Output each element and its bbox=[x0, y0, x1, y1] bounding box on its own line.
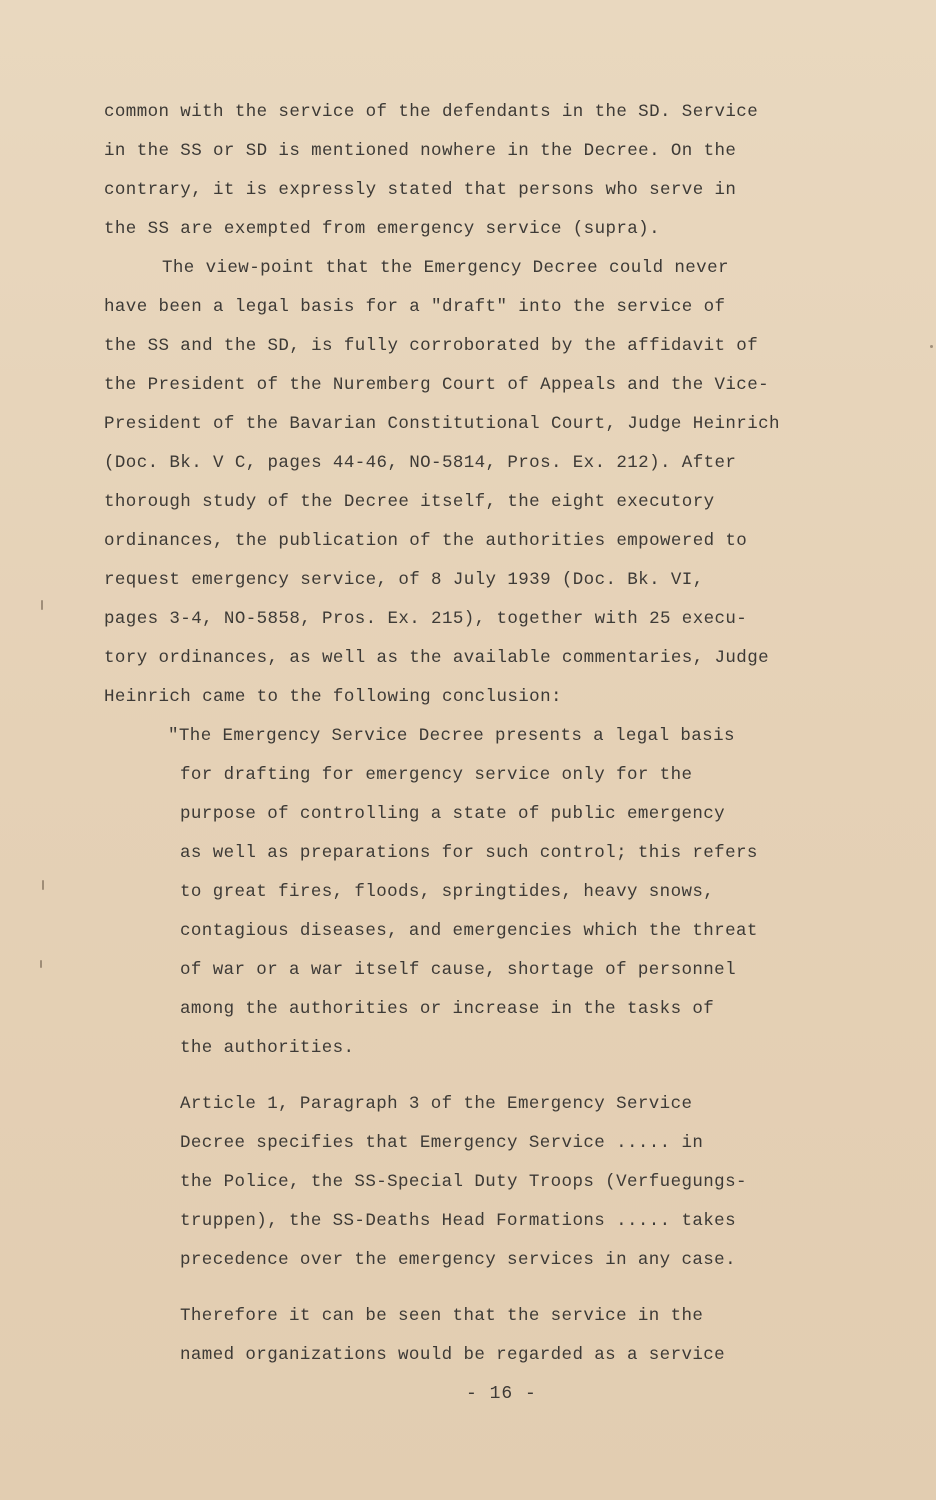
text-line: have been a legal basis for a "draft" into the service of bbox=[104, 297, 726, 317]
text-line: President of the Bavarian Constitutional Court, Judge Heinrich bbox=[104, 414, 780, 434]
quote-line: named organizations would be regarded as a service bbox=[180, 1345, 726, 1365]
text-line: contrary, it is expressly stated that persons who serve in bbox=[104, 180, 737, 200]
text-line: the SS and the SD, is fully corroborated by the affidavit of bbox=[104, 336, 759, 356]
text-line: ordinances, the publication of the authorities empowered to bbox=[104, 531, 748, 551]
text-line: The view-point that the Emergency Decree could never bbox=[162, 258, 729, 278]
quote-line: Decree specifies that Emergency Service ..... in bbox=[180, 1133, 704, 1153]
text-line: the SS are exempted from emergency service (supra). bbox=[104, 219, 660, 239]
text-line: common with the service of the defendants in the SD. Service bbox=[104, 102, 759, 122]
quote-line: among the authorities or increase in the tasks of bbox=[180, 999, 715, 1019]
quote-line: contagious diseases, and emergencies which the threat bbox=[180, 921, 758, 941]
quote-line: the authorities. bbox=[180, 1038, 355, 1058]
quote-line: for drafting for emergency service only for the bbox=[180, 765, 693, 785]
text-line: tory ordinances, as well as the available commentaries, Judge bbox=[104, 648, 770, 668]
text-line: the President of the Nuremberg Court of Appeals and the Vice- bbox=[104, 375, 770, 395]
quote-line: truppen), the SS-Deaths Head Formations ..... takes bbox=[180, 1211, 736, 1231]
quote-line: Therefore it can be seen that the service in the bbox=[180, 1306, 704, 1326]
text-line: in the SS or SD is mentioned nowhere in the Decree. On the bbox=[104, 141, 737, 161]
quote-line: the Police, the SS-Special Duty Troops (Verfuegungs- bbox=[180, 1172, 747, 1192]
page-number: - 16 - bbox=[466, 1384, 537, 1404]
quote-line: precedence over the emergency services in any case. bbox=[180, 1250, 736, 1270]
text-line: Heinrich came to the following conclusion: bbox=[104, 687, 562, 707]
quote-line: to great fires, floods, springtides, heavy snows, bbox=[180, 882, 715, 902]
quote-line: Article 1, Paragraph 3 of the Emergency Service bbox=[180, 1094, 693, 1114]
text-line: thorough study of the Decree itself, the eight executory bbox=[104, 492, 715, 512]
quote-line: "The Emergency Service Decree presents a legal basis bbox=[168, 726, 735, 746]
text-line: pages 3-4, NO-5858, Pros. Ex. 215), together with 25 execu- bbox=[104, 609, 748, 629]
quote-line: as well as preparations for such control; this refers bbox=[180, 843, 758, 863]
quote-line: of war or a war itself cause, shortage of personnel bbox=[180, 960, 736, 980]
text-line: request emergency service, of 8 July 1939 (Doc. Bk. VI, bbox=[104, 570, 704, 590]
quote-line: purpose of controlling a state of public emergency bbox=[180, 804, 726, 824]
text-line: (Doc. Bk. V C, pages 44-46, NO-5814, Pros. Ex. 212). After bbox=[104, 453, 737, 473]
